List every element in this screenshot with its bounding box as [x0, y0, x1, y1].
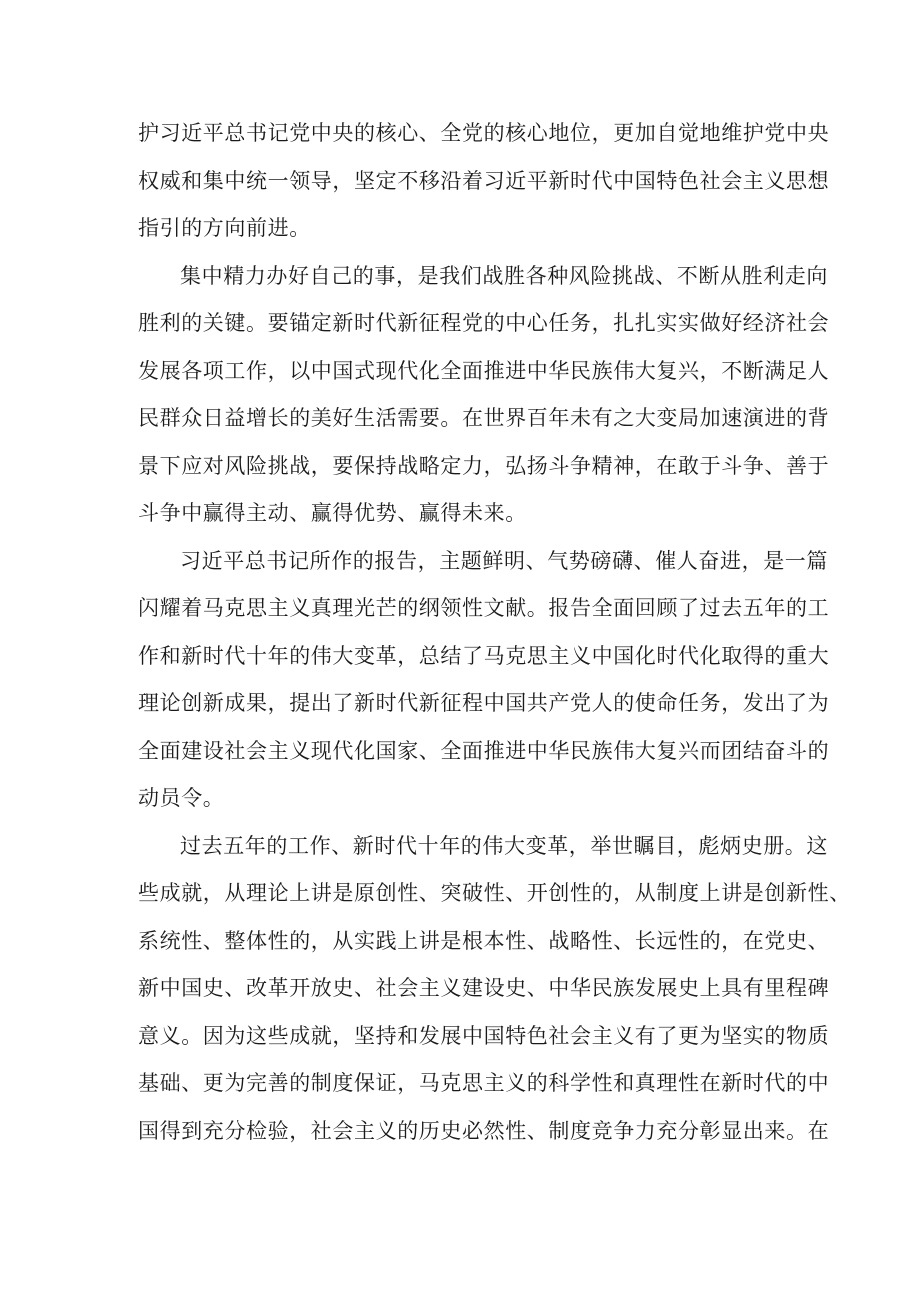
text-line: 发展各项工作，以中国式现代化全面推进中华民族伟大复兴，不断满足人 — [138, 358, 830, 383]
paragraph-3 — [138, 538, 830, 823]
text-line: 斗争中赢得主动、赢得优势、赢得未来。 — [138, 501, 527, 525]
text-line: 习近平总书记所作的报告，主题鲜明、气势磅礴、催人奋进，是一篇 — [180, 548, 828, 573]
text-line: 景下应对风险挑战，要保持战略定力，弘扬斗争精神，在敢于斗争、善于 — [138, 453, 830, 478]
paragraph-1 — [138, 110, 830, 253]
text-line: 胜利的关键。要锚定新时代新征程党的中心任务，扎扎实实做好经济社会 — [138, 311, 830, 335]
text-line: 新中国史、改革开放史、社会主义建设史、中华民族发展史上具有里程碑 — [138, 976, 830, 1000]
text-line: 集中精力办好自己的事，是我们战胜各种风险挑战、不断从胜利走向 — [180, 263, 828, 288]
text-line: 民群众日益增长的美好生活需要。在世界百年未有之大变局加速演进的背 — [138, 406, 830, 430]
text-line: 作和新时代十年的伟大变革，总结了马克思主义中国化时代化取得的重大 — [138, 643, 830, 668]
text-line: 过去五年的工作、新时代十年的伟大变革，举世瞩目，彪炳史册。这 — [180, 833, 828, 858]
paragraph-2 — [138, 253, 830, 538]
paragraph-4 — [138, 823, 851, 1156]
text-line: 意义。因为这些成就，坚持和发展中国特色社会主义有了更为坚实的物质 — [138, 1023, 830, 1048]
text-line: 基础、更为完善的制度保证，马克思主义的科学性和真理性在新时代的中 — [138, 1071, 830, 1095]
document-body — [138, 110, 851, 1155]
text-line: 动员令。 — [138, 786, 225, 810]
text-line: 些成就，从理论上讲是原创性、突破性、开创性的，从制度上讲是创新性、 — [138, 881, 851, 905]
text-line: 系统性、整体性的，从实践上讲是根本性、战略性、长远性的，在党史、 — [138, 928, 830, 953]
text-line: 国得到充分检验，社会主义的历史必然性、制度竞争力充分彰显出来。在 — [138, 1118, 830, 1143]
text-line: 护习近平总书记党中央的核心、全党的核心地位，更加自觉地维护党中央 — [138, 121, 830, 145]
text-line: 权威和集中统一领导，坚定不移沿着习近平新时代中国特色社会主义思想 — [138, 168, 830, 193]
text-line: 指引的方向前进。 — [138, 216, 311, 240]
text-line: 闪耀着马克思主义真理光芒的纲领性文献。报告全面回顾了过去五年的工 — [138, 596, 830, 620]
text-line: 全面建设社会主义现代化国家、全面推进中华民族伟大复兴而团结奋斗的 — [138, 738, 830, 763]
text-line: 理论创新成果，提出了新时代新征程中国共产党人的使命任务，发出了为 — [138, 691, 830, 715]
